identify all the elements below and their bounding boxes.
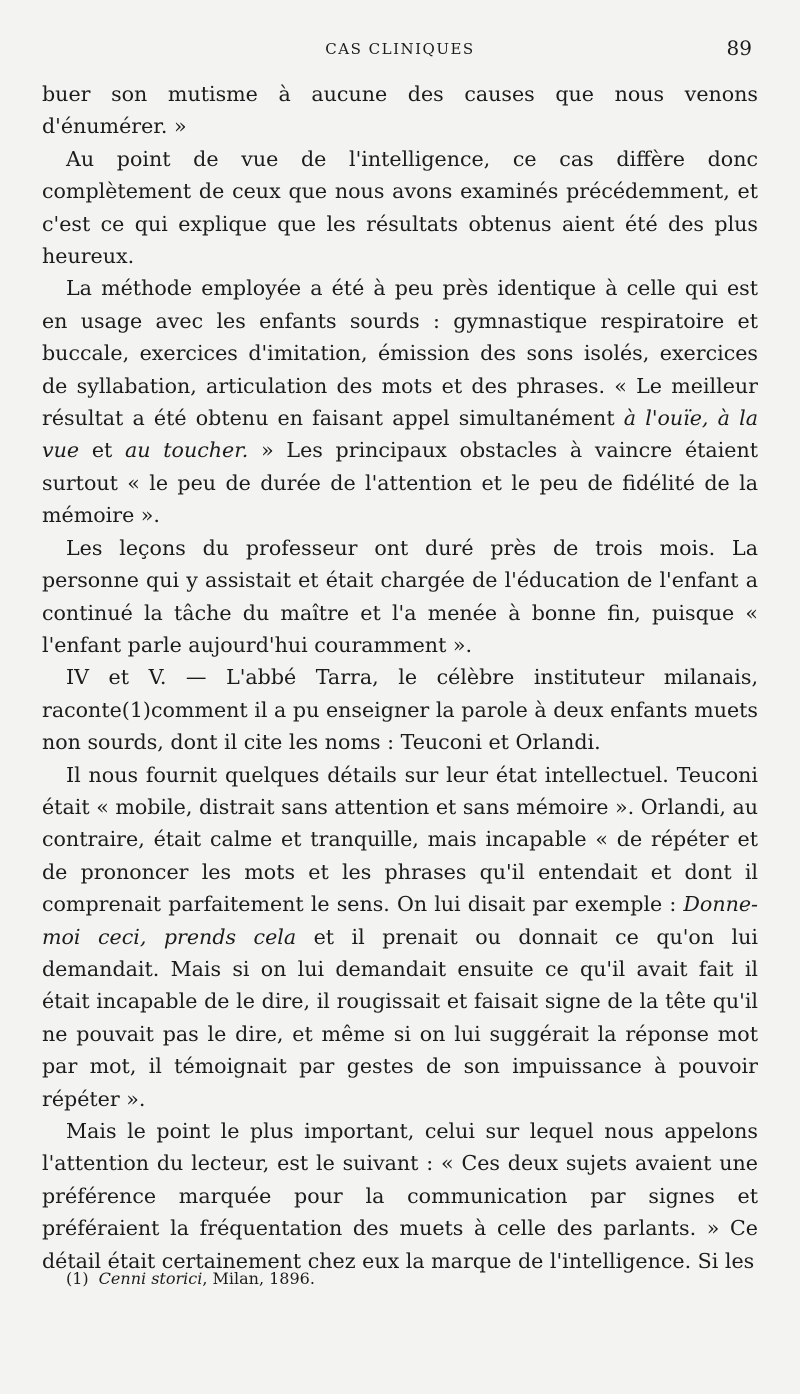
- paragraph-text: IV et V. — L'abbé Tarra, le célèbre instituteur milanais, raconte(1)comment il a pu enseigner la parole à deux enfants muets non sourds, dont il cite les noms : Teuconi et Orlandi.: [42, 665, 758, 755]
- footnote: [66, 1268, 315, 1290]
- footnote-rest: , Milan, 1896.: [202, 1269, 315, 1288]
- paragraph-text: Mais le point le plus important, celui sur lequel nous appelons l'attention du lecteur, est le suivant : « Ces deux sujets avaient une préférence marquée pour la communication par signes et préféraient la fréquentation des muets à celle des parlants. » Ce détail était certainement chez eux la marque de l'intelligence. Si les: [42, 1119, 758, 1273]
- paragraph-text: et: [79, 438, 126, 463]
- paragraph-2: [42, 143, 758, 273]
- paragraph-4: [42, 532, 758, 662]
- footnote-marker: (1): [66, 1269, 89, 1288]
- page-number: 89: [726, 36, 752, 60]
- page-header: [0, 36, 800, 66]
- paragraph-text: buer son mutisme à aucune des causes que nous venons d'énumérer. »: [42, 82, 758, 139]
- paragraph-text: Au point de vue de l'intelligence, ce cas diffère donc complètement de ceux que nous avons examinés précédemment, et c'est ce qui explique que les résultats obtenus aient été des plus heureux.: [42, 146, 758, 269]
- italic-phrase: à l'ouïe, à la vue: [42, 406, 758, 463]
- paragraph-3: [42, 272, 758, 531]
- paragraph-text: Il nous fournit quelques détails sur leur état intellectuel. Teuconi était « mobile, distrait sans attention et sans mémoire ». Orlandi, au contraire, était calme et tranquille, mais incapable « de répéter et de prononcer les mots et les phrases qu'il entendait et dont il comprenait parfaitement le sens. On lui disait par exemple :: [42, 762, 758, 917]
- running-title: CAS CLINIQUES: [325, 40, 475, 58]
- italic-phrase: Donne-moi ceci, prends cela: [42, 892, 758, 949]
- paragraph-6: [42, 759, 758, 1115]
- paragraph-7: [42, 1115, 758, 1277]
- paragraph-text: et il prenait ou donnait ce qu'on lui demandait. Mais si on lui demandait ensuite ce qu'il avait fait il était incapable de le dire, il rougissait et faisait signe de la tête qu'il ne pouvait pas le dire, et même si on lui suggérait la réponse mot par mot, il témoignait par gestes de son impuissance à pouvoir répéter ».: [42, 924, 758, 1111]
- body-text: [42, 78, 758, 1277]
- footnote-title: Cenni storici: [98, 1269, 203, 1288]
- paragraph-1: [42, 78, 758, 143]
- italic-phrase: au toucher.: [125, 438, 249, 463]
- paragraph-5: [42, 661, 758, 758]
- paragraph-text: La méthode employée a été à peu près identique à celle qui est en usage avec les enfants sourds : gymnastique respiratoire et buccale, exercices d'imitation, émission des sons isolés, exercices de syllabation, articulation des mots et des phrases. « Le meilleur résultat a été obtenu en faisant appel simultanément: [42, 276, 758, 431]
- paragraph-text: » Les principaux obstacles à vaincre étaient surtout « le peu de durée de l'attention et le peu de fidélité de la mémoire ».: [42, 438, 759, 528]
- paragraph-text: Les leçons du professeur ont duré près de trois mois. La personne qui y assistait et était chargée de l'éducation de l'enfant a continué la tâche du maître et l'a menée à bonne fin, puisque « l'enfant parle aujourd'hui couramment ».: [42, 535, 758, 657]
